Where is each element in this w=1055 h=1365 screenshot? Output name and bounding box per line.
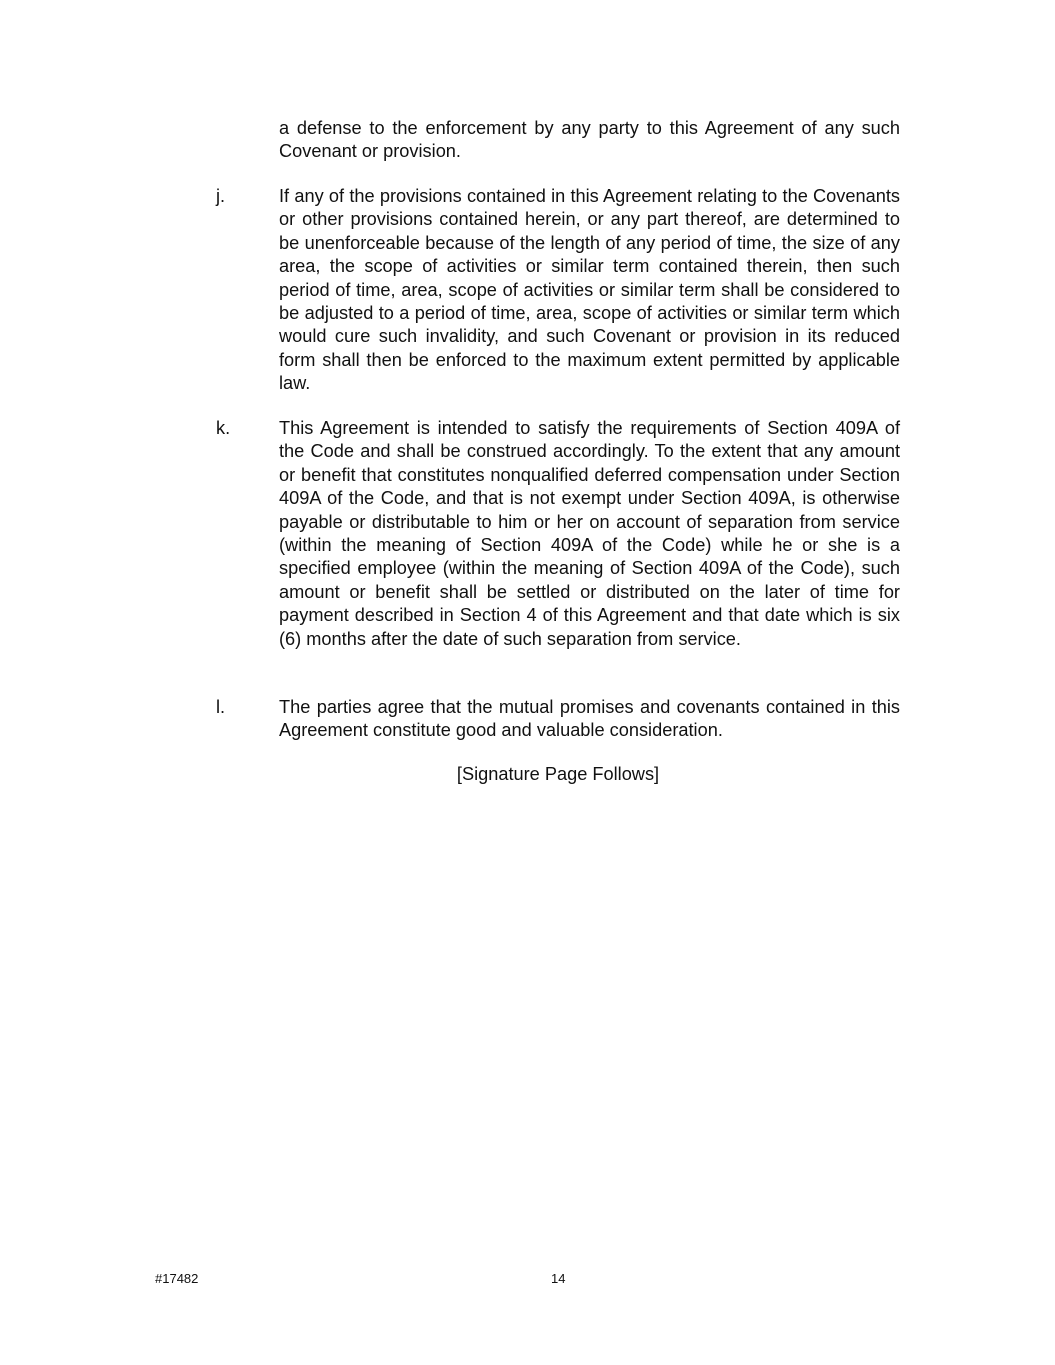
footer-doc-id: #17482 [155, 1271, 199, 1286]
item-k-marker: k. [216, 418, 231, 438]
item-l-marker: l. [216, 697, 226, 717]
continuation-paragraph: a defense to the enforcement by any party to this Agreement of any such Covenant or provision. [279, 118, 900, 162]
item-k-paragraph: This Agreement is intended to satisfy the requirements of Section 409A of the Code and shall be construed accordingly. To the extent that any amount or benefit that constitutes nonqualified deferred compensation under Section 409A of the Code, and that is not exempt under Section 409A, is otherwise payable or distributable to him or her on account of separation from service (within the meaning of Section 409A of the Code) while he or she is a specified employee (within the meaning of Section 409A of the Code), such amount or benefit shall be settled or distributed on the later of time for payment described in Section 4 of this Agreement and that date which is six (6) months after the date of such separation from service. [279, 418, 900, 649]
item-l-paragraph: The parties agree that the mutual promises and covenants contained in this Agreement constitute good and valuable consideration. [279, 697, 900, 741]
item-j-paragraph: If any of the provisions contained in this Agreement relating to the Covenants or other provisions contained herein, or any part thereof, are determined to be unenforceable because of the length of any period of time, the size of any area, the scope of activities or similar term contained therein, then such period of time, area, scope of activities or similar term shall be considered to be adjusted to a period of time, area, scope of activities or similar term which would cure such invalidity, and such Covenant or provision in its reduced form shall then be enforced to the maximum extent permitted by applicable law. [279, 186, 900, 394]
item-j-marker: j. [216, 186, 226, 206]
signature-page-note: [Signature Page Follows] [456, 764, 660, 784]
footer-page-number: 14 [551, 1271, 566, 1286]
